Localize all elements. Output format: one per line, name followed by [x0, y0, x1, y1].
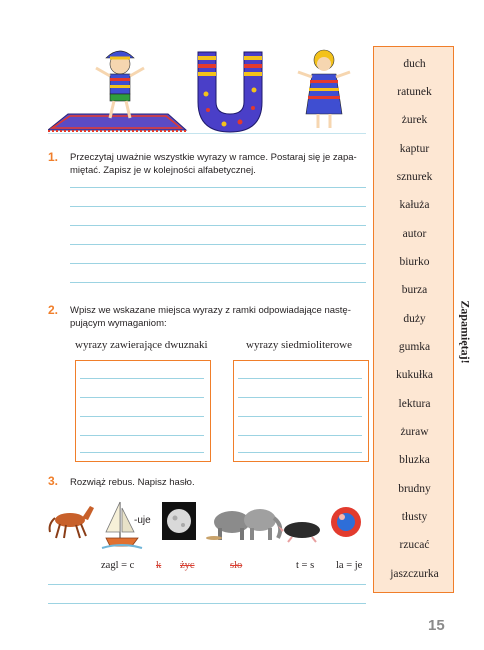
rebus-label-slo: sło [230, 560, 243, 571]
writing-line[interactable] [70, 282, 366, 283]
writing-line[interactable] [48, 603, 366, 604]
writing-line[interactable] [80, 452, 204, 453]
panel-word: kukułka [395, 369, 434, 381]
panel-word: bluzka [399, 454, 430, 466]
panel-word: duch [403, 58, 426, 70]
remember-label-text: Zapamiętaj! [458, 300, 473, 364]
rebus-label-zyc: życ [180, 560, 195, 571]
writing-line[interactable] [238, 435, 362, 436]
mole-icon [278, 522, 320, 542]
writing-line[interactable] [80, 435, 204, 436]
rebus-suffix-uje: -uje [134, 515, 151, 526]
writing-line[interactable] [238, 452, 362, 453]
task-1-text-line-2: miętać. Zapisz je w kolejności alfabetycznej. [70, 165, 256, 176]
writing-line[interactable] [70, 187, 366, 188]
header-illustrations [48, 44, 358, 136]
moon-icon [162, 502, 196, 540]
panel-word: brudny [398, 483, 431, 495]
panel-word: tłusty [401, 511, 428, 523]
rebus-label-zagl: zagl = c [101, 560, 135, 571]
task-2-instruction [70, 304, 370, 330]
rebus-label-k: k [156, 560, 162, 571]
writing-line[interactable] [70, 263, 366, 264]
letter-u-illustration [198, 52, 262, 132]
task-2-text-line-2: pującym wymaganiom: [70, 318, 167, 329]
writing-line[interactable] [238, 397, 362, 398]
task-1-number: 1. [48, 150, 59, 164]
writing-line[interactable] [238, 416, 362, 417]
writing-line[interactable] [70, 206, 366, 207]
answer-box-seven-letter[interactable] [233, 360, 369, 462]
word-panel [373, 46, 454, 593]
panel-word: żuraw [400, 426, 429, 438]
writing-line[interactable] [80, 397, 204, 398]
rebus-label-la: la = je [336, 560, 363, 571]
panel-word: jaszczurka [390, 568, 439, 580]
writing-line[interactable] [238, 378, 362, 379]
task-3-instruction: Rozwiąż rebus. Napisz hasło. [70, 477, 195, 488]
task-1-instruction [70, 151, 370, 177]
column-header-digraphs: wyrazy zawierające dwuznaki [75, 339, 208, 351]
writing-line[interactable] [70, 225, 366, 226]
task-3-number: 3. [48, 474, 59, 488]
panel-word: duży [403, 313, 426, 325]
panel-word: gumka [398, 341, 431, 353]
remember-side-label [452, 272, 478, 392]
panel-word: kaptur [399, 143, 430, 155]
horse-icon [50, 506, 94, 538]
carpet-with-boy-illustration [48, 51, 186, 131]
panel-word: rzucać [399, 539, 430, 551]
task-2-text-line-1: Wpisz we wskazane miejsca wyrazy z ramki odpowiadające nastę- [70, 305, 351, 316]
panel-word: lektura [398, 398, 431, 410]
panel-word: burza [401, 284, 428, 296]
panel-word: ratunek [397, 86, 432, 98]
answer-box-digraphs[interactable] [75, 360, 211, 462]
header-divider [48, 133, 366, 134]
panel-word: sznurek [396, 171, 433, 183]
page-number: 15 [428, 617, 445, 634]
panel-word: autor [402, 228, 427, 240]
ball-icon [331, 507, 361, 537]
elephants-icon [206, 509, 280, 540]
task-1-text-line-1: Przeczytaj uważnie wszystkie wyrazy w ramce. Postaraj się je zapa- [70, 152, 357, 163]
girl-illustration [298, 50, 350, 128]
column-header-seven-letter: wyrazy siedmioliterowe [246, 339, 352, 351]
writing-line[interactable] [48, 584, 366, 585]
task-2-number: 2. [48, 303, 59, 317]
rebus-label-t: t = s [296, 560, 315, 571]
writing-line[interactable] [80, 416, 204, 417]
rebus-pictures [46, 498, 368, 554]
panel-word: żurek [401, 114, 428, 126]
writing-line[interactable] [70, 244, 366, 245]
panel-word: kałuża [399, 199, 430, 211]
panel-word: biurko [399, 256, 430, 268]
writing-line[interactable] [80, 378, 204, 379]
